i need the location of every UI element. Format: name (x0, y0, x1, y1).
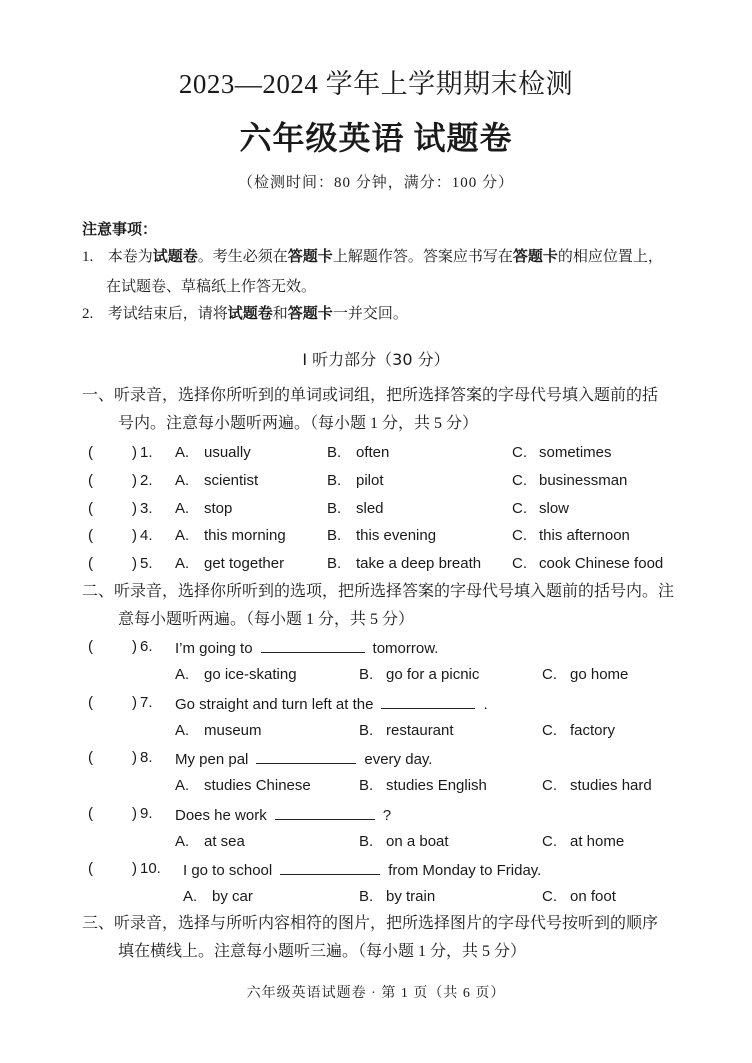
exam-subtitle: 六年级英语 试题卷 (239, 120, 513, 156)
option-c-text: studies hard (570, 777, 652, 794)
option-b-label: B. (359, 833, 374, 850)
part1-instructions (82, 382, 682, 438)
answer-paren-open[interactable]: ( (88, 500, 93, 517)
note-text: 的相应位置上， (557, 249, 663, 265)
option-b-text: pilot (356, 472, 384, 489)
stem-text: Go straight and turn left at the (175, 696, 374, 713)
option-a-label: A. (175, 472, 190, 489)
answer-paren-close: ) (132, 472, 137, 489)
note-bold: 试题卷 (152, 249, 198, 265)
note-bold: 答题卡 (287, 249, 333, 265)
question-stem (175, 749, 432, 768)
question-number: 2. (140, 472, 153, 489)
question-stem (175, 805, 391, 824)
answer-blank (381, 694, 475, 709)
question-row (82, 527, 682, 553)
note-text: 本卷为 (107, 249, 153, 265)
option-b-label: B. (327, 527, 342, 544)
option-b-label: B. (359, 777, 374, 794)
answer-paren-open[interactable]: ( (88, 860, 93, 877)
option-a-text: scientist (204, 472, 259, 489)
option-c-text: at home (570, 833, 625, 850)
option-a-label: A. (183, 888, 198, 905)
option-a-label: A. (175, 527, 190, 544)
note-text: 。考生必须在 (197, 249, 288, 265)
part2-instructions (82, 578, 682, 634)
answer-paren-close: ) (132, 527, 137, 544)
question-number: 4. (140, 527, 153, 544)
answer-paren-close: ) (132, 555, 137, 572)
option-b-text: sled (356, 500, 384, 517)
answer-paren-open[interactable]: ( (88, 472, 93, 489)
question-row (82, 500, 682, 526)
question-stem-row (82, 860, 682, 886)
option-a-text: go ice-skating (204, 666, 297, 683)
option-a-text: by car (212, 888, 253, 905)
option-a-label: A. (175, 444, 190, 461)
option-c-label: C. (542, 888, 557, 905)
option-c-label: C. (512, 444, 527, 461)
question-number: 10. (140, 860, 161, 877)
part1-instr-line1: 一、听录音，选择你所听到的单词或词组，把所选择答案的字母代号填入题前的括 (82, 387, 659, 404)
page-footer: 六年级英语试题卷 · 第 1 页（共 6 页） (246, 986, 506, 1001)
answer-paren-close: ) (132, 749, 137, 766)
answer-paren-open[interactable]: ( (88, 694, 93, 711)
option-c-text: go home (570, 666, 629, 683)
part3-instr-line2: 填在横线上。注意每小题听三遍。（每小题 1 分，共 5 分） (118, 943, 527, 960)
question-number: 8. (140, 749, 153, 766)
option-a-text: stop (204, 500, 233, 517)
question-row (82, 444, 682, 470)
answer-paren-open[interactable]: ( (88, 749, 93, 766)
exam-info: （检测时间：80 分钟，满分：100 分） (237, 175, 514, 191)
question-stem-row (82, 749, 682, 775)
option-a-label: A. (175, 666, 190, 683)
option-b-text: take a deep breath (356, 555, 482, 572)
stem-text: My pen pal (175, 751, 249, 768)
question-stem (175, 638, 438, 657)
option-c-label: C. (542, 833, 557, 850)
stem-text: tomorrow. (372, 640, 439, 657)
stem-text: every day. (364, 751, 433, 768)
part3-instructions (82, 910, 682, 966)
question-stem (175, 694, 488, 713)
note-1-line2: 在试题卷、草稿纸上作答无效。 (106, 279, 317, 295)
option-a-label: A. (175, 722, 190, 739)
option-c-label: C. (512, 555, 527, 572)
note-text: 和 (272, 306, 288, 322)
answer-paren-close: ) (132, 638, 137, 655)
question-options-row (82, 777, 682, 803)
stem-text: Does he work (175, 807, 267, 824)
option-b-label: B. (359, 722, 374, 739)
answer-paren-open[interactable]: ( (88, 805, 93, 822)
option-b-text: this evening (356, 527, 437, 544)
answer-paren-close: ) (132, 860, 137, 877)
part1-instr-line2: 号内。注意每小题听两遍。（每小题 1 分，共 5 分） (118, 415, 479, 432)
stem-text: ? (382, 807, 392, 824)
stem-text: I go to school (183, 862, 273, 879)
option-b-label: B. (327, 555, 342, 572)
part2-instr-line2: 意每小题听两遍。（每小题 1 分，共 5 分） (118, 611, 415, 628)
option-c-label: C. (542, 777, 557, 794)
answer-paren-open[interactable]: ( (88, 444, 93, 461)
note-bold: 答题卡 (287, 306, 333, 322)
option-c-text: factory (570, 722, 616, 739)
section-listening-title: Ⅰ 听力部分（30 分） (302, 350, 450, 369)
answer-blank (256, 749, 356, 764)
option-c-label: C. (512, 500, 527, 517)
question-stem-row (82, 638, 682, 664)
answer-blank (275, 805, 375, 820)
note-bold: 答题卡 (512, 249, 558, 265)
question-number: 3. (140, 500, 153, 517)
option-a-label: A. (175, 833, 190, 850)
note-bold: 试题卷 (227, 306, 273, 322)
part3-instr-line1: 三、听录音，选择与所听内容相符的图片，把所选择图片的字母代号按听到的顺序 (82, 915, 659, 932)
answer-paren-close: ) (132, 694, 137, 711)
answer-blank (280, 860, 380, 875)
stem-text: I’m going to (175, 640, 253, 657)
note-2-number: 2. (82, 306, 94, 322)
option-c-text: businessman (539, 472, 628, 489)
option-b-label: B. (359, 888, 374, 905)
option-b-text: by train (386, 888, 436, 905)
note-text: 考试结束后，请将 (107, 306, 228, 322)
question-number: 5. (140, 555, 153, 572)
question-options-row (82, 833, 682, 859)
option-c-label: C. (512, 472, 527, 489)
answer-paren-close: ) (132, 444, 137, 461)
option-c-label: C. (542, 666, 557, 683)
question-options-row (82, 666, 682, 692)
option-b-text: studies English (386, 777, 487, 794)
option-b-label: B. (327, 472, 342, 489)
option-a-text: this morning (204, 527, 286, 544)
question-number: 7. (140, 694, 153, 711)
answer-paren-open[interactable]: ( (88, 527, 93, 544)
answer-paren-close: ) (132, 500, 137, 517)
option-c-label: C. (542, 722, 557, 739)
option-a-label: A. (175, 555, 190, 572)
answer-paren-open[interactable]: ( (88, 638, 93, 655)
note-text: 上解题作答。答案应书写在 (332, 249, 513, 265)
option-b-label: B. (327, 500, 342, 517)
option-b-text: often (356, 444, 390, 461)
option-b-text: go for a picnic (386, 666, 480, 683)
option-c-label: C. (512, 527, 527, 544)
exam-title: 2023—2024 学年上学期期末检测 (178, 69, 574, 99)
option-a-text: get together (204, 555, 285, 572)
option-c-text: on foot (570, 888, 616, 905)
notes-heading: 注意事项： (82, 220, 158, 238)
option-a-label: A. (175, 500, 190, 517)
option-a-label: A. (175, 777, 190, 794)
option-c-text: this afternoon (539, 527, 630, 544)
option-b-text: restaurant (386, 722, 454, 739)
answer-paren-open[interactable]: ( (88, 555, 93, 572)
note-1-number: 1. (82, 249, 94, 265)
answer-blank (261, 638, 365, 653)
question-options-row (82, 722, 682, 748)
option-c-text: slow (539, 500, 570, 517)
question-row (82, 472, 682, 498)
question-stem (183, 860, 541, 879)
question-number: 9. (140, 805, 153, 822)
option-a-text: usually (204, 444, 251, 461)
option-c-text: sometimes (539, 444, 612, 461)
question-number: 6. (140, 638, 153, 655)
option-b-label: B. (327, 444, 342, 461)
option-c-text: cook Chinese food (539, 555, 664, 572)
note-1 (82, 242, 682, 302)
part2-instr-line1: 二、听录音，选择你所听到的选项，把所选择答案的字母代号填入题前的括号内。注 (82, 583, 675, 600)
note-2 (82, 299, 682, 329)
answer-paren-close: ) (132, 805, 137, 822)
option-b-text: on a boat (386, 833, 449, 850)
stem-text: from Monday to Friday. (388, 862, 542, 879)
note-text: 一并交回。 (332, 306, 408, 322)
stem-text: . (483, 696, 488, 713)
option-b-label: B. (359, 666, 374, 683)
option-a-text: at sea (204, 833, 245, 850)
question-stem-row (82, 694, 682, 720)
option-a-text: museum (204, 722, 262, 739)
question-stem-row (82, 805, 682, 831)
option-a-text: studies Chinese (204, 777, 311, 794)
question-number: 1. (140, 444, 153, 461)
